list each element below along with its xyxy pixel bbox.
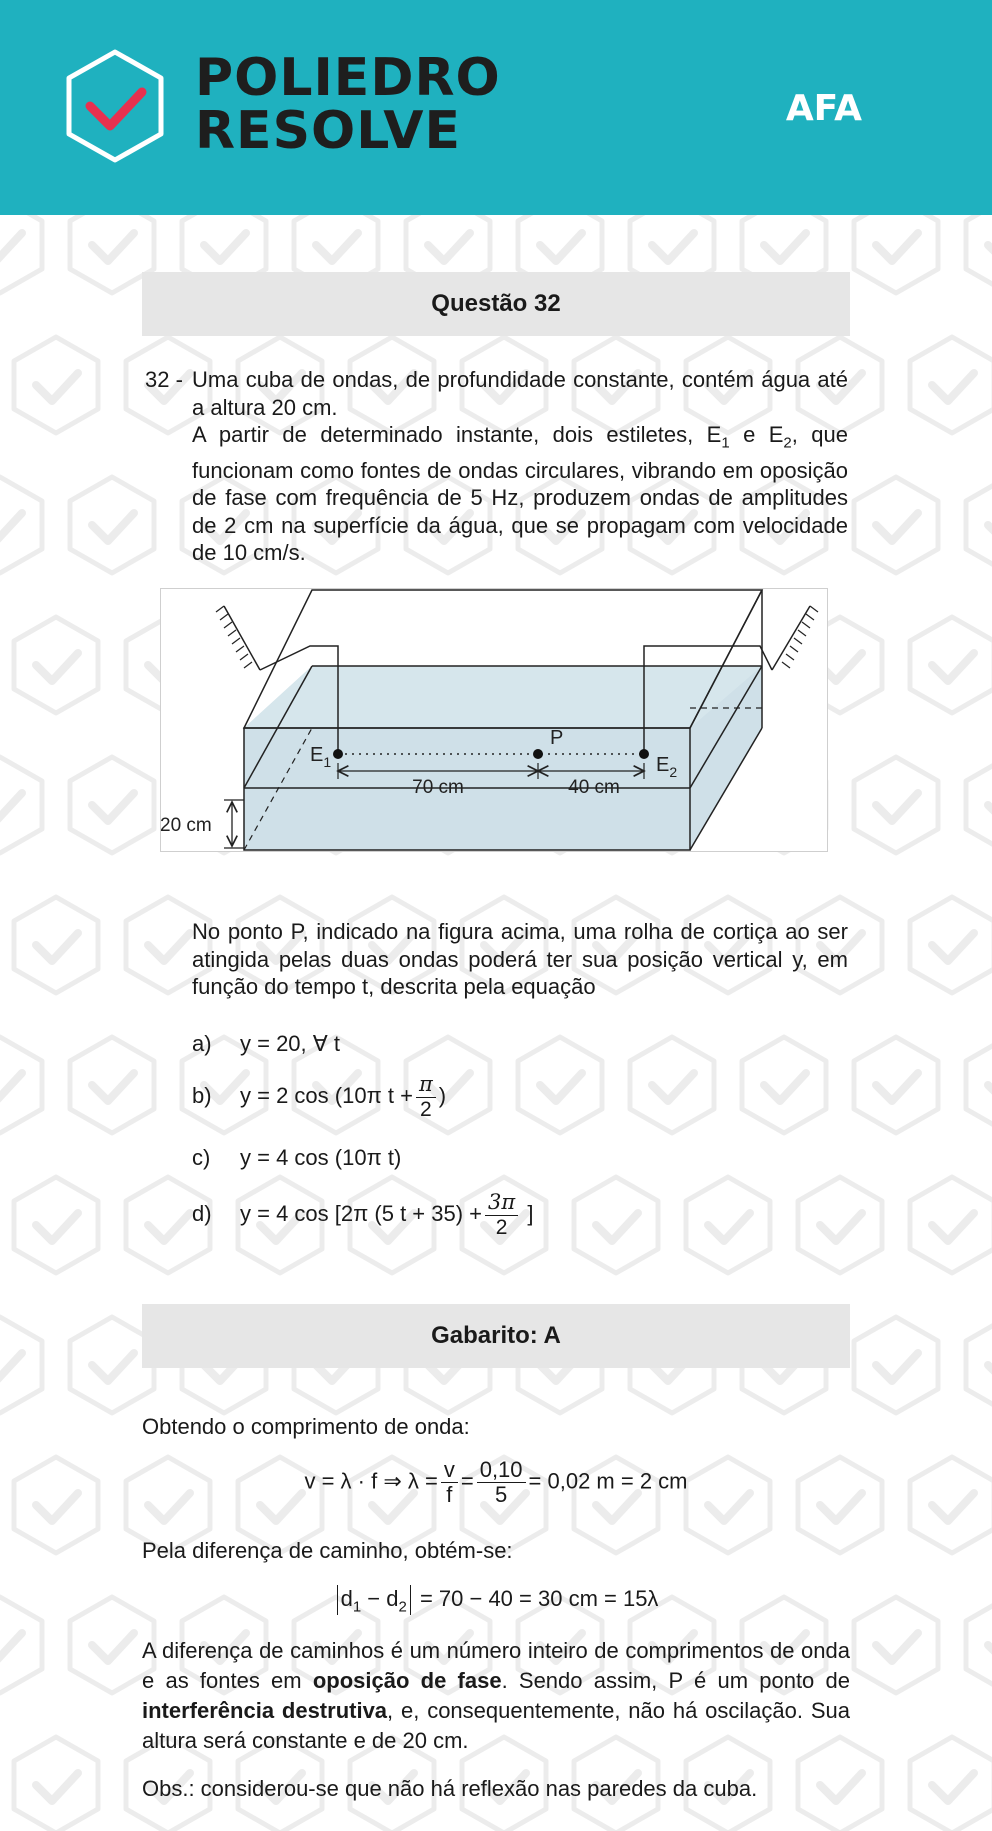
fraction — [441, 1458, 458, 1507]
option-b — [192, 1072, 446, 1122]
question-number: 32 - — [145, 367, 183, 392]
solution-intro: Obtendo o comprimento de onda: — [142, 1414, 470, 1439]
brand-line-2: RESOLVE — [195, 101, 461, 161]
option-text: y = 2 cos (10π t + — [240, 1082, 413, 1108]
fraction-numerator: 0,10 — [477, 1458, 526, 1483]
statement-paragraph-2 — [192, 421, 848, 567]
equation-text: v = λ · f ⇒ λ = — [304, 1468, 438, 1494]
option-text: y = 4 cos (10π t) — [240, 1145, 402, 1170]
statement-text: , que funcionam como fontes de ondas circulares, vibrando em oposição de fase com frequência de 5 Hz, produzem ondas de amplitudes de 2 cm na superfície da água, que se propagam com velocidade de 10 cm/s. — [192, 422, 848, 566]
fraction-denominator: f — [446, 1482, 453, 1507]
option-letter: c) — [192, 1145, 211, 1170]
answer-title: Gabarito: A — [431, 1322, 561, 1349]
option-letter: b) — [192, 1082, 212, 1108]
label-e1: $E_1$ — [310, 744, 332, 770]
option-text-suffix: ] — [521, 1200, 534, 1226]
explanation-text: , e, consequentemente, não há oscilação. Sua altura será constante e de 20 cm. — [142, 1698, 850, 1753]
fraction-numerator: π — [418, 1072, 433, 1096]
subscript: 1 — [721, 434, 730, 452]
subscript: 1 — [352, 1598, 362, 1616]
wave-tank-figure — [160, 588, 828, 852]
path-difference-intro: Pela diferença de caminho, obtém-se: — [142, 1538, 513, 1563]
equation-text: = 70 − 40 = 30 cm = 15λ — [419, 1586, 659, 1611]
question-title-bar — [142, 272, 850, 336]
source-e2-dot — [639, 749, 649, 759]
option-text: y = 4 cos [2π (5 t + 35) + — [240, 1200, 483, 1226]
fraction-numerator: v — [441, 1458, 458, 1483]
fraction — [477, 1458, 526, 1507]
equation-path-difference — [0, 1584, 992, 1622]
solution-explanation — [142, 1636, 850, 1756]
option-letter: d) — [192, 1200, 212, 1226]
explanation-paragraph — [142, 1636, 850, 1756]
option-d — [192, 1190, 533, 1240]
brand-line-1: POLIEDRO — [195, 48, 501, 108]
point-p-dot — [533, 749, 543, 759]
question-prompt: No ponto P, indicado na figura acima, uma rolha de cortiça ao ser atingida pelas duas ondas poderá ter sua posição vertical y, em função do tempo t, descrita pela equação — [192, 919, 848, 999]
equation-text: = 0,02 m = 2 cm — [528, 1468, 688, 1494]
option-c — [192, 1144, 401, 1172]
option-a — [192, 1030, 340, 1058]
statement-text: e E — [729, 422, 784, 447]
distance-label-40: 40 cm — [568, 777, 620, 798]
fraction — [416, 1072, 436, 1122]
subscript: 2 — [398, 1598, 407, 1616]
statement-paragraph-1: Uma cuba de ondas, de profundidade constante, contém água até a altura 20 cm. — [192, 367, 848, 420]
fraction-denominator: 2 — [420, 1098, 432, 1121]
depth-label: 20 cm — [160, 815, 212, 836]
explanation-text: . Sendo assim, P é um ponto de — [501, 1668, 850, 1693]
fraction-denominator: 5 — [494, 1482, 508, 1507]
question-title: Questão 32 — [431, 290, 561, 317]
equation-text: d — [340, 1586, 353, 1611]
abs-bar — [337, 1585, 338, 1615]
option-text: y = 20, ∀ t — [240, 1031, 341, 1056]
answer-title-bar — [142, 1304, 850, 1368]
equation-text: − d — [361, 1586, 399, 1611]
explanation-text: A diferença de caminhos é um número inteiro de comprimentos de onda e as fontes em — [142, 1638, 850, 1693]
distance-label-70: 70 cm — [412, 777, 464, 798]
option-text-suffix: ) — [438, 1082, 447, 1108]
solution-observation: Obs.: considerou-se que não há reflexão nas paredes da cuba. — [142, 1776, 758, 1801]
subscript: 2 — [783, 434, 792, 452]
fraction-numerator: 3π — [488, 1190, 516, 1214]
question-statement — [192, 366, 848, 567]
explanation-bold: oposição de fase — [312, 1668, 502, 1693]
statement-text: A partir de determinado instante, dois estiletes, E — [192, 422, 722, 447]
source-e1-dot — [333, 749, 343, 759]
fraction — [485, 1190, 518, 1240]
equation-text: = — [460, 1468, 474, 1494]
option-letter: a) — [192, 1031, 212, 1056]
fraction-denominator: 2 — [495, 1216, 508, 1239]
abs-bar — [410, 1585, 411, 1615]
label-p: P — [550, 727, 564, 749]
explanation-bold: interferência destrutiva — [142, 1698, 388, 1723]
exam-label: AFA — [785, 88, 862, 129]
water-surface — [244, 666, 762, 728]
equation-wavelength — [0, 1458, 992, 1507]
label-e2: $E_2$ — [656, 754, 678, 780]
